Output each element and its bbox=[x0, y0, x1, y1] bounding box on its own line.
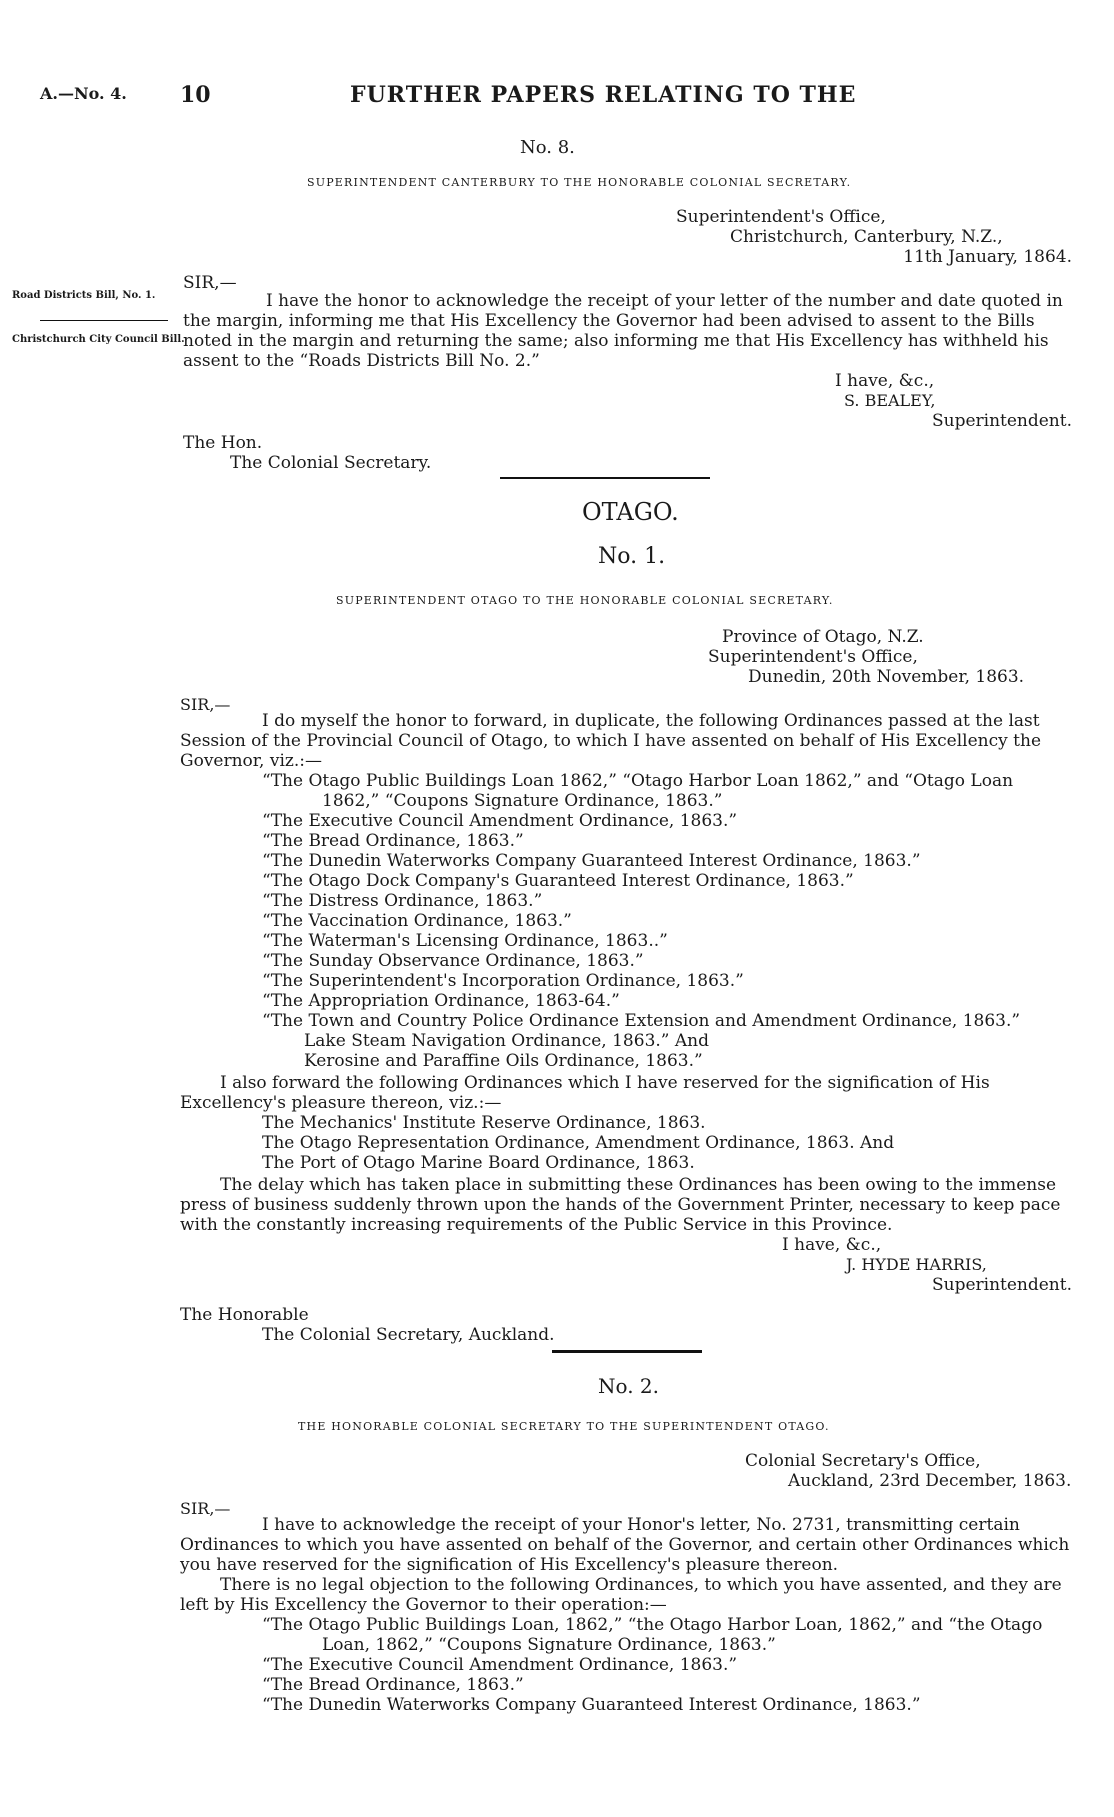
reserved-intro-line: I also forward the following Ordinances which I have reserved for the signification of His bbox=[220, 1073, 990, 1093]
section-signer: J. HYDE HARRIS, bbox=[846, 1255, 987, 1274]
intro-line: Governor, viz.:— bbox=[180, 751, 322, 771]
section-salutation: SIR,— bbox=[180, 695, 231, 714]
reserved-intro-line: Excellency's pleasure thereon, viz.:— bbox=[180, 1093, 502, 1113]
letter8-addressee: The Colonial Secretary. bbox=[230, 453, 432, 473]
letter8-body-line: the margin, informing me that His Excellency the Governor had been advised to assent to the Bills bbox=[183, 311, 1035, 331]
section-heading: OTAGO. bbox=[582, 498, 679, 526]
ordinance-item: “The Otago Dock Company's Guaranteed Interest Ordinance, 1863.” bbox=[262, 871, 854, 891]
section-addressee: The Honorable bbox=[180, 1305, 309, 1325]
delay-line: press of business suddenly thrown upon the hands of the Government Printer, necessary to keep pace bbox=[180, 1195, 1061, 1215]
letter8-body-line: assent to the “Roads Districts Bill No. 2.” bbox=[183, 351, 540, 371]
reserved-ordinance: The Port of Otago Marine Board Ordinance, 1863. bbox=[262, 1153, 695, 1173]
margin-divider bbox=[40, 320, 168, 321]
reserved-ordinance: The Mechanics' Institute Reserve Ordinance, 1863. bbox=[262, 1113, 706, 1133]
section-divider bbox=[500, 477, 710, 479]
letter8-address-line: Superintendent's Office, bbox=[676, 207, 886, 227]
section-divider bbox=[552, 1350, 702, 1353]
page-title: FURTHER PAPERS RELATING TO THE bbox=[350, 82, 857, 108]
ordinance-item: “The Bread Ordinance, 1863.” bbox=[262, 831, 524, 851]
ordinance-item: “The Vaccination Ordinance, 1863.” bbox=[262, 911, 572, 931]
ordinance-item: “The Distress Ordinance, 1863.” bbox=[262, 891, 543, 911]
ordinance-item: “The Sunday Observance Ordinance, 1863.” bbox=[262, 951, 644, 971]
letter2-address-line: Colonial Secretary's Office, bbox=[745, 1451, 981, 1471]
section-closing: I have, &c., bbox=[782, 1235, 882, 1255]
letter2-body-line: Ordinances to which you have assented on behalf of the Governor, and certain other Ordinances which bbox=[180, 1535, 1070, 1555]
letter2-list-item: “The Dunedin Waterworks Company Guaranteed Interest Ordinance, 1863.” bbox=[262, 1695, 921, 1715]
delay-line: The delay which has taken place in submitting these Ordinances has been owing to the immense bbox=[220, 1175, 1057, 1195]
letter2-number: No. 2. bbox=[598, 1374, 659, 1398]
ordinance-item: “The Otago Public Buildings Loan 1862,” “Otago Harbor Loan 1862,” and “Otago Loan bbox=[262, 771, 1014, 791]
intro-line: I do myself the honor to forward, in duplicate, the following Ordinances passed at the last bbox=[262, 711, 1040, 731]
letter8-signer-title: Superintendent. bbox=[931, 411, 1072, 431]
letter2-list-item: “The Bread Ordinance, 1863.” bbox=[262, 1675, 524, 1695]
letter8-body-line: noted in the margin and returning the same; also informing me that His Excellency has withheld his bbox=[183, 331, 1049, 351]
margin-note: Road Districts Bill, No. 1. bbox=[12, 290, 156, 301]
letter8-date: 11th January, 1864. bbox=[903, 247, 1072, 267]
document-reference: A.—No. 4. bbox=[40, 84, 127, 103]
letter8-subtitle: SUPERINTENDENT CANTERBURY TO THE HONORABLE COLONIAL SECRETARY. bbox=[307, 176, 852, 189]
letter8-signer: S. BEALEY, bbox=[844, 391, 936, 410]
ordinance-item: 1862,” “Coupons Signature Ordinance, 1863.” bbox=[322, 791, 723, 811]
letter2-body-line: you have reserved for the signification of His Excellency's pleasure thereon. bbox=[180, 1555, 839, 1575]
letter2-body-line: There is no legal objection to the following Ordinances, to which you have assented, and they are bbox=[220, 1575, 1062, 1595]
page-number: 10 bbox=[180, 82, 211, 108]
letter2-date: Auckland, 23rd December, 1863. bbox=[788, 1471, 1072, 1491]
letter2-list-item: Loan, 1862,” “Coupons Signature Ordinance, 1863.” bbox=[322, 1635, 776, 1655]
letter2-body-line: left by His Excellency the Governor to their operation:— bbox=[180, 1595, 667, 1615]
letter2-body-line: I have to acknowledge the receipt of your Honor's letter, No. 2731, transmitting certain bbox=[262, 1515, 1020, 1535]
section-address-line: Province of Otago, N.Z. bbox=[722, 627, 924, 647]
ordinance-item: “The Superintendent's Incorporation Ordinance, 1863.” bbox=[262, 971, 744, 991]
ordinance-item: Lake Steam Navigation Ordinance, 1863.” And bbox=[304, 1031, 709, 1051]
letter2-subtitle: THE HONORABLE COLONIAL SECRETARY TO THE SUPERINTENDENT OTAGO. bbox=[298, 1420, 830, 1433]
letter2-list-item: “The Executive Council Amendment Ordinance, 1863.” bbox=[262, 1655, 738, 1675]
letter8-number: No. 8. bbox=[520, 137, 575, 158]
section-number: No. 1. bbox=[598, 544, 666, 569]
section-subtitle: SUPERINTENDENT OTAGO TO THE HONORABLE COLONIAL SECRETARY. bbox=[336, 594, 834, 607]
letter2-salutation: SIR,— bbox=[180, 1499, 231, 1518]
section-date: Dunedin, 20th November, 1863. bbox=[748, 667, 1025, 687]
letter8-salutation: SIR,— bbox=[183, 273, 237, 293]
section-address-line: Superintendent's Office, bbox=[708, 647, 918, 667]
ordinance-item: “The Dunedin Waterworks Company Guaranteed Interest Ordinance, 1863.” bbox=[262, 851, 921, 871]
ordinance-item: “The Appropriation Ordinance, 1863-64.” bbox=[262, 991, 620, 1011]
ordinance-item: “The Executive Council Amendment Ordinance, 1863.” bbox=[262, 811, 738, 831]
letter2-list-item: “The Otago Public Buildings Loan, 1862,” “the Otago Harbor Loan, 1862,” and “the Otago bbox=[262, 1615, 1043, 1635]
section-addressee: The Colonial Secretary, Auckland. bbox=[262, 1325, 555, 1345]
intro-line: Session of the Provincial Council of Otago, to which I have assented on behalf of His Excellency the bbox=[180, 731, 1041, 751]
letter8-addressee: The Hon. bbox=[183, 433, 263, 453]
delay-line: with the constantly increasing requirements of the Public Service in this Province. bbox=[180, 1215, 893, 1235]
letter8-closing: I have, &c., bbox=[835, 371, 935, 391]
letter8-address-line: Christchurch, Canterbury, N.Z., bbox=[730, 227, 1003, 247]
ordinance-item: Kerosine and Paraffine Oils Ordinance, 1863.” bbox=[304, 1051, 703, 1071]
reserved-ordinance: The Otago Representation Ordinance, Amendment Ordinance, 1863. And bbox=[262, 1133, 895, 1153]
ordinance-item: “The Town and Country Police Ordinance Extension and Amendment Ordinance, 1863.” bbox=[262, 1011, 1021, 1031]
letter8-body-line: I have the honor to acknowledge the receipt of your letter of the number and date quoted in bbox=[266, 291, 1063, 311]
ordinance-item: “The Waterman's Licensing Ordinance, 1863..” bbox=[262, 931, 668, 951]
section-signer-title: Superintendent. bbox=[931, 1275, 1072, 1295]
margin-note: Christchurch City Council Bill. bbox=[12, 334, 185, 345]
